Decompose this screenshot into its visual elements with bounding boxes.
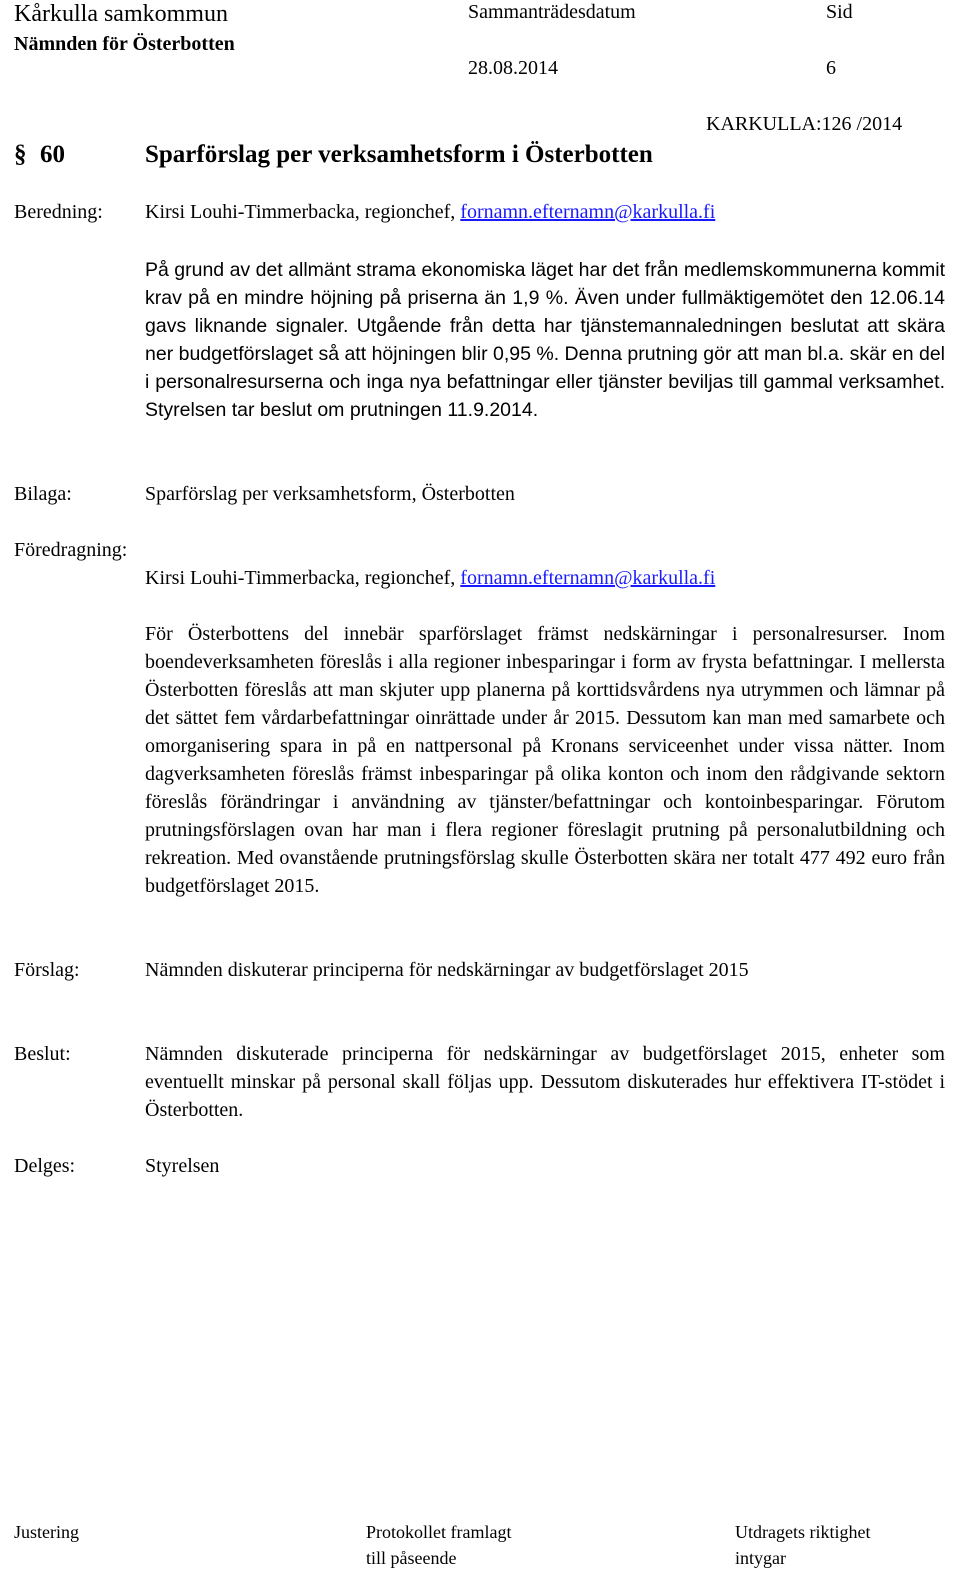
beslut-text: Nämnden diskuterade principerna för nedskärningar av budgetförslaget 2015, enheter som eventuellt minskar på personal skall följas upp. Dessutom diskuterades hur effektivera IT-stödet i Österbotten. [145, 1043, 945, 1121]
footer-protokollet-line1: Protokollet framlagt [366, 1522, 512, 1542]
beslut-label: Beslut: [14, 1043, 71, 1065]
intro-paragraph: På grund av det allmänt strama ekonomiska läget har det från medlemskommunerna kommit krav på en mindre höjning på priserna än 1,9 %. Även under fullmäktigemötet den 12.06.14 gavs liknande signaler. Utgående från detta har tjänstemannaledningen beslutat att skära ner budgetförslaget så att höjningen blir 0,95 %. Denna prutning gör att man bl.a. skär en del i personalresurserna och inga nya befattningar eller tjänster beviljas till gammal verksamhet. Styrelsen tar beslut om prutningen 11.9.2014. [145, 259, 946, 421]
meeting-date: 28.08.2014 [468, 57, 558, 79]
reference-number: KARKULLA:126 /2014 [706, 113, 903, 135]
bilaga-label: Bilaga: [14, 483, 72, 505]
section-symbol: § [14, 141, 27, 168]
bilaga-text: Sparförslag per verksamhetsform, Österbotten [145, 483, 515, 505]
beredning-email-link[interactable]: fornamn.efternamn@karkulla.fi [460, 201, 716, 223]
page-number: 6 [826, 57, 836, 79]
page-caption: Sid [826, 1, 853, 23]
beredning-label: Beredning: [14, 201, 103, 223]
foredragning-person: Kirsi Louhi-Timmerbacka, regionchef, [145, 567, 456, 589]
footer-utdrag-line1: Utdragets riktighet [735, 1522, 871, 1542]
main-paragraph: För Österbottens del innebär sparförslaget främst nedskärningar i personalresurser. Inom boendeverksamheten föreslås i alla regioner inbesparingar i form av frysta befattningar. I mellersta Österbotten föreslås att man skjuter upp planerna på korttidsvårdens nya utrymmen och lämnar på det sättet fem vårdarbefattningar oinrättade under år 2015. Dessutom kan man med samarbete och omorganisering spara in på en nattpersonal på Kronans serviceenhet under vissa nätter. Inom dagverksamheten föreslås främst inbesparingar på olika konton och inom den rådgivande sektorn föreslås förändringar i användning av tjänster/befattningar och kontoinbesparingar. Förutom prutningsförslagen ovan har man i flera regioner föreslagit prutning på personalutbildning och rekreation. Med ovanstående prutningsförslag skulle Österbotten skära ner totalt 477 492 euro från budgetförslaget 2015. [145, 623, 945, 897]
foredragning-line [145, 564, 715, 592]
section-title: Sparförslag per verksamhetsform i Österbotten [145, 141, 653, 168]
footer-protokollet-line2: till påseende [366, 1548, 457, 1568]
foredragning-email-link[interactable]: fornamn.efternamn@karkulla.fi [460, 567, 716, 589]
foredragning-label: Föredragning: [14, 539, 128, 561]
forslag-text: Nämnden diskuterar principerna för nedskärningar av budgetförslaget 2015 [145, 959, 749, 981]
section-number: 60 [40, 141, 65, 168]
date-caption: Sammanträdesdatum [468, 1, 636, 23]
board-name: Nämnden för Österbotten [14, 33, 235, 55]
footer-utdrag-line2: intygar [735, 1548, 786, 1568]
forslag-label: Förslag: [14, 959, 80, 981]
footer-justering: Justering [14, 1522, 79, 1542]
delges-label: Delges: [14, 1155, 76, 1177]
organization-name: Kårkulla samkommun [14, 1, 228, 27]
beredning-person: Kirsi Louhi-Timmerbacka, regionchef, [145, 201, 456, 223]
delges-text: Styrelsen [145, 1155, 220, 1177]
beredning-line [145, 198, 715, 226]
